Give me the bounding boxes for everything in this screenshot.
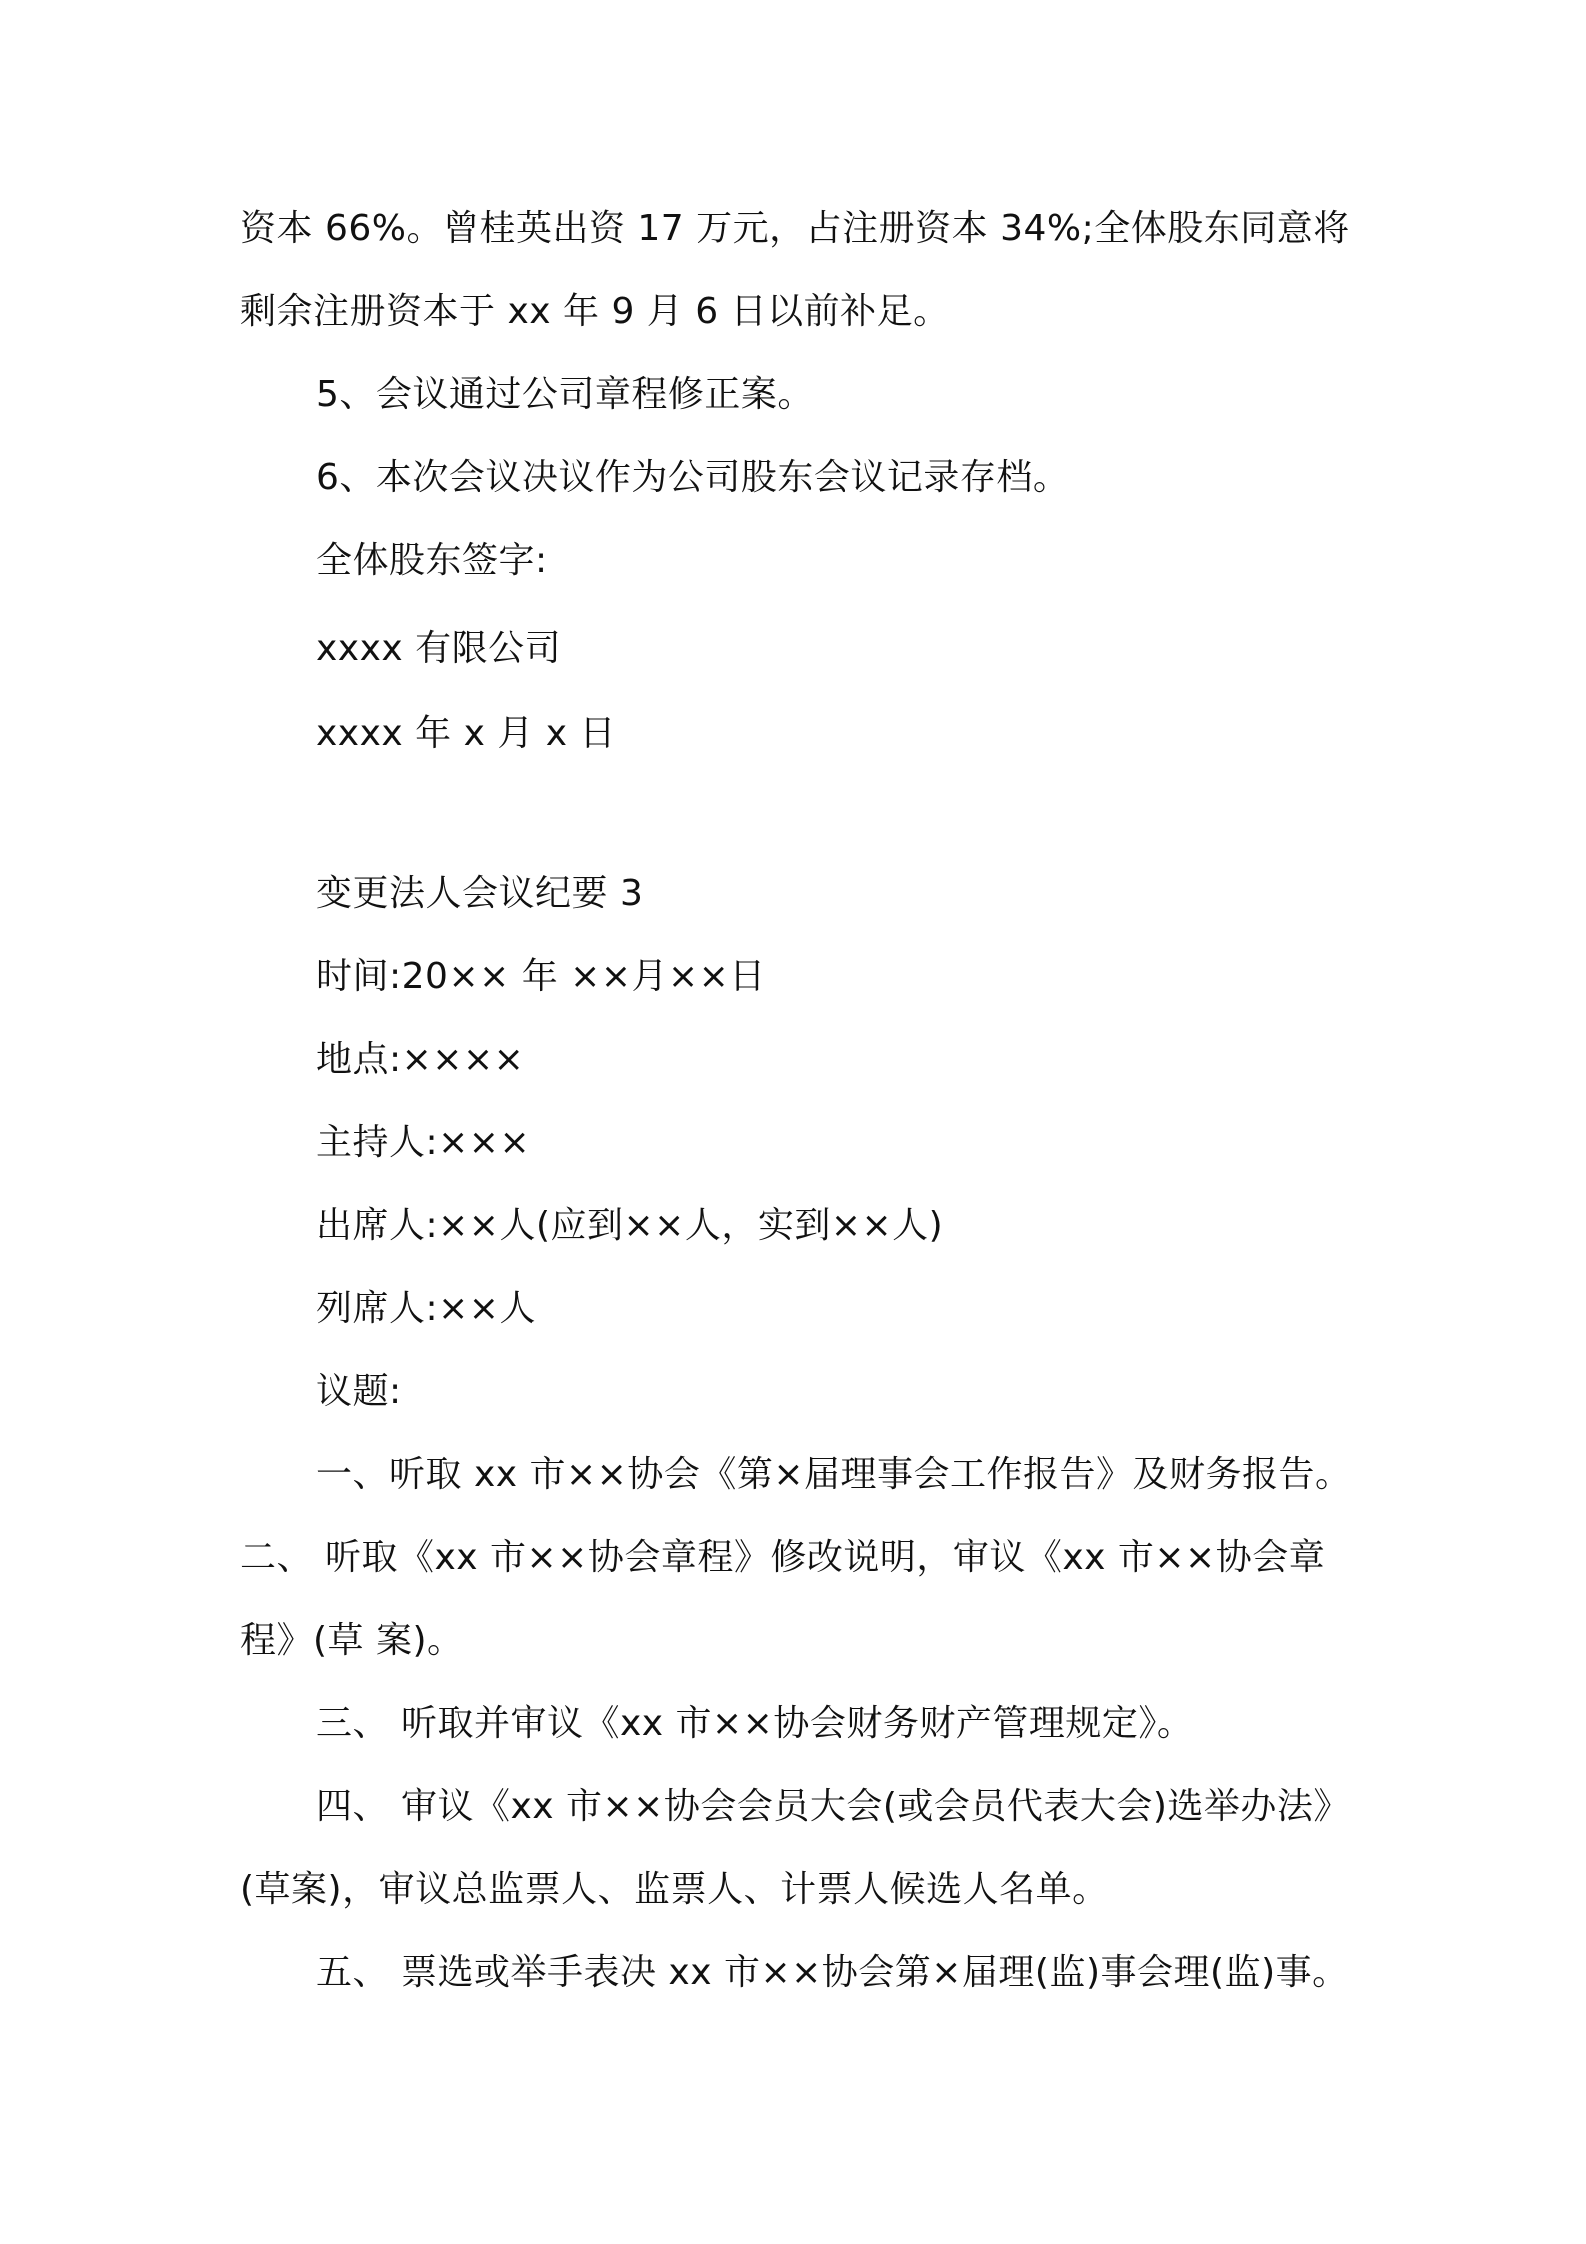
agenda-item-3: 三、 听取并审议《xx 市××协会财务财产管理规定》。 [316, 1703, 1194, 1744]
agenda-label: 议题: [316, 1371, 402, 1412]
meeting-place: 地点:×××× [316, 1039, 525, 1080]
meeting-time: 时间:20×× 年 ××月××日 [316, 956, 766, 997]
agenda-item-5: 五、 票选或举手表决 xx 市××协会第×届理(监)事会理(监)事。 [316, 1952, 1349, 1993]
item-6: 6、本次会议决议作为公司股东会议记录存档。 [316, 457, 1070, 498]
company-name: xxxx 有限公司 [316, 628, 562, 669]
agenda-item-1: 一、听取 xx 市××协会《第×届理事会工作报告》及财务报告。 [316, 1454, 1352, 1495]
section-title: 变更法人会议纪要 3 [316, 873, 644, 914]
signature-date: xxxx 年 x 月 x 日 [316, 713, 617, 754]
meeting-observers: 列席人:××人 [316, 1288, 536, 1329]
item-5: 5、会议通过公司章程修正案。 [316, 374, 814, 415]
agenda-item-2-line2: 程》(草 案)。 [240, 1620, 464, 1661]
paragraph-capital-line2: 剩余注册资本于 xx 年 9 月 6 日以前补足。 [240, 291, 950, 332]
paragraph-capital-line1: 资本 66%。曾桂英出资 17 万元，占注册资本 34%;全体股东同意将 [240, 208, 1350, 249]
agenda-item-4-line2: (草案)，审议总监票人、监票人、计票人候选人名单。 [240, 1869, 1109, 1910]
signature-label: 全体股东签字: [316, 540, 548, 581]
agenda-item-4-line1: 四、 审议《xx 市××协会会员大会(或会员代表大会)选举办法》 [316, 1786, 1350, 1827]
agenda-item-2-line1: 二、 听取《xx 市××协会章程》修改说明，审议《xx 市××协会章 [240, 1537, 1326, 1578]
meeting-attendees: 出席人:××人(应到××人，实到××人) [316, 1205, 944, 1246]
meeting-host: 主持人:××× [316, 1122, 531, 1163]
